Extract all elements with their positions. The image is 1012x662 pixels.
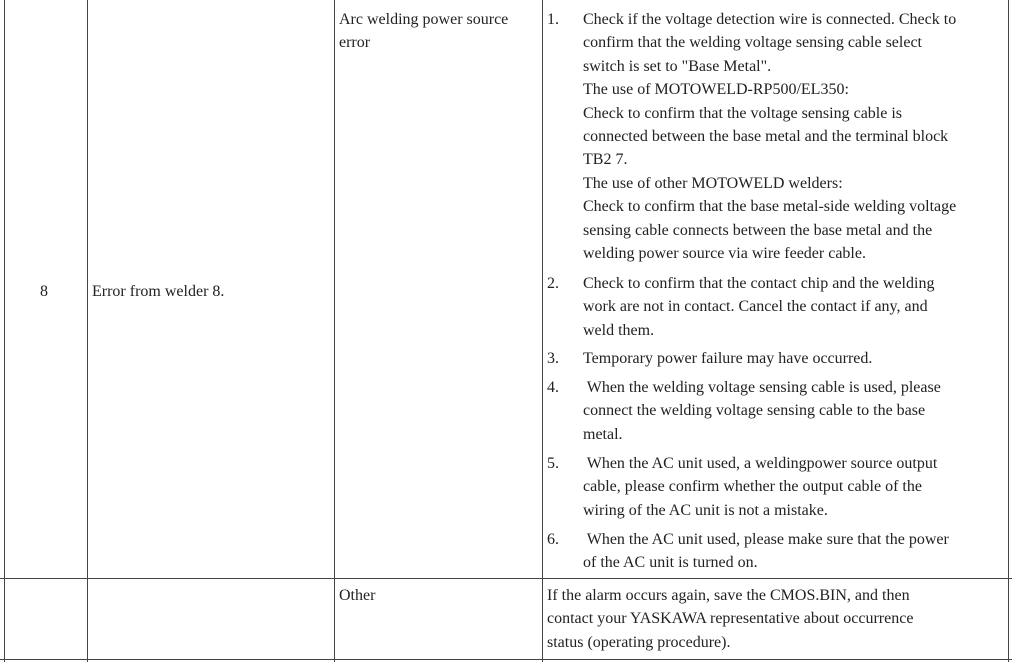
remedy-item-line: When the AC unit used, please make sure that the power — [583, 531, 949, 548]
remedy-item-line: The use of MOTOWELD-RP500/EL350: — [583, 81, 849, 99]
remedy-item-line: Check if the voltage detection wire is connected. Check to — [583, 11, 957, 28]
remedy-item-line: The use of other MOTOWELD welders: — [583, 174, 843, 192]
remedy-item-line: welding power source via wire feeder cable. — [583, 245, 866, 262]
remedy-item-number: 5. — [547, 455, 559, 472]
remedy-item-line: Check to confirm that the contact chip and the welding — [583, 275, 935, 292]
remedy-item-line: confirm that the welding voltage sensing cable select — [583, 34, 922, 52]
remedy-item-line: Check to confirm that the base metal-side welding voltage — [583, 198, 957, 216]
alarm-message: Error from welder 8. — [92, 283, 225, 300]
remedy-item-line: Check to confirm that the voltage sensing cable is — [583, 104, 903, 122]
remedy-item-number: 1. — [547, 11, 559, 28]
remedy-item-line: weld them. — [583, 321, 655, 339]
remedy-item-line: When the welding voltage sensing cable is used, please — [583, 379, 941, 396]
remedy-item-line: metal. — [583, 425, 623, 443]
remedy-item-line: switch is set to "Base Metal". — [583, 57, 772, 75]
table-row-divider — [0, 659, 1012, 660]
table-column-divider — [334, 0, 335, 662]
table-column-divider — [87, 0, 88, 662]
remedy-item-line: wiring of the AC unit is not a mistake. — [583, 501, 828, 519]
other-remedy-line: status (operating procedure). — [547, 633, 731, 651]
remedy-item-line: of the AC unit is turned on. — [583, 554, 758, 572]
remedy-item-line: Temporary power failure may have occurred. — [583, 350, 873, 367]
remedy-item-number: 3. — [547, 350, 559, 367]
cause-text-line: Arc welding power source — [339, 11, 509, 28]
remedy-item-number: 4. — [547, 379, 559, 396]
cause-other: Other — [339, 587, 376, 604]
table-border-right — [1008, 0, 1009, 662]
remedy-item-line: cable, please confirm whether the output cable of the — [583, 478, 922, 496]
remedy-item-line: work are not in contact. Cancel the contact if any, and — [583, 298, 928, 316]
remedy-item-number: 2. — [547, 275, 559, 292]
remedy-item-line: connected between the base metal and the terminal block — [583, 128, 949, 145]
remedy-item-line: sensing cable connects between the base metal and the — [583, 221, 933, 239]
table-row-divider — [0, 578, 1012, 579]
alarm-subcode: 8 — [40, 283, 48, 300]
cause-text-line: error — [339, 34, 371, 51]
other-remedy-line: If the alarm occurs again, save the CMOS.BIN, and then — [547, 587, 910, 604]
remedy-item-line: connect the welding voltage sensing cable to the base — [583, 402, 926, 420]
table-column-divider — [542, 0, 543, 662]
table-border-left — [4, 0, 5, 662]
remedy-item-line: TB2 7. — [583, 151, 628, 169]
remedy-item-line: When the AC unit used, a weldingpower source output — [583, 455, 938, 472]
other-remedy-line: contact your YASKAWA representative about occurrence — [547, 610, 914, 628]
remedy-item-number: 6. — [547, 531, 559, 548]
